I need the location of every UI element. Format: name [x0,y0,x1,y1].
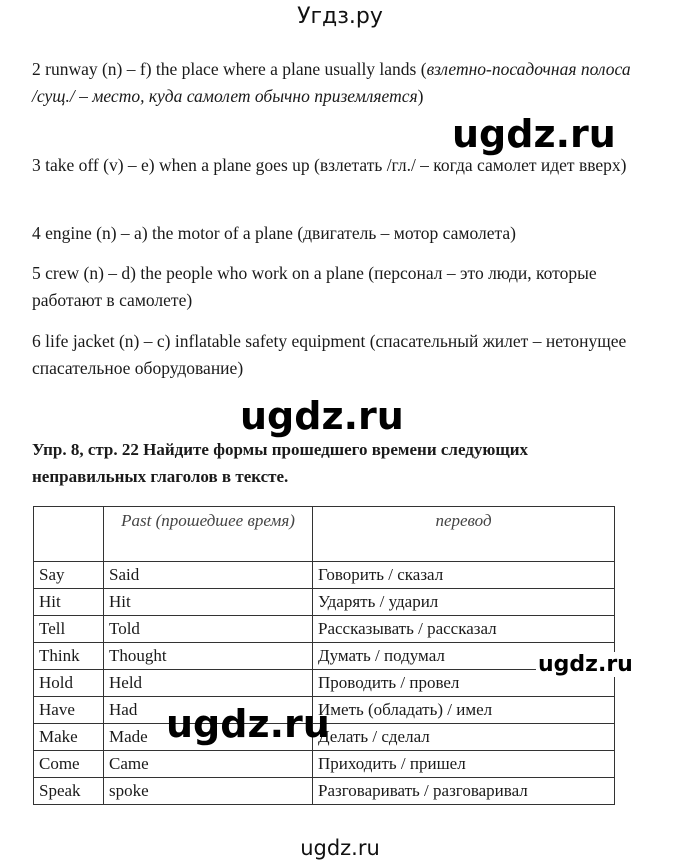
header-cell-translation: перевод [313,507,615,562]
cell-verb: Speak [34,778,104,805]
table-row [34,616,615,643]
table-row [34,670,615,697]
table-header-row [34,507,615,562]
watermark-logo: ugdz.ru [166,702,330,746]
paragraph-italic-translation: взлетно-посадочная полоса /сущ./ – место, куда самолет обычно приземляется [32,59,631,106]
cell-past: Had [104,697,313,724]
paragraph-take-off: 3 take off (v) – e) when a plane goes up (взлетать /гл./ – когда самолет идет вверх) [32,155,627,175]
cell-verb: Have [34,697,104,724]
watermark-logo-small: ugdz.ru [538,652,633,677]
cell-translation: Проводить / провел [313,670,615,697]
cell-past: spoke [104,778,313,805]
table-row [34,778,615,805]
cell-verb: Hold [34,670,104,697]
paragraph-crew: 5 crew (n) – d) the people who work on a plane (персонал – это люди, которые работают в самолете) [32,263,597,310]
table-row [34,643,615,670]
site-footer: ugdz.ru [300,836,380,860]
cell-verb: Come [34,751,104,778]
cell-past: Held [104,670,313,697]
header-cell-verb [34,507,104,562]
cell-translation: Разговаривать / разговаривал [313,778,615,805]
cell-past: Came [104,751,313,778]
paragraph-tail: ) [417,86,424,106]
cell-past: Thought [104,643,313,670]
paragraph-text: 2 runway (n) – f) the place where a plane usually lands ( [32,59,427,79]
cell-verb: Hit [34,589,104,616]
site-header: Угдз.ру [297,4,383,29]
paragraph-life-jacket: 6 life jacket (n) – c) inflatable safety equipment (спасательный жилет – нетонущее спасательное оборудование) [32,331,627,378]
table-row [34,589,615,616]
cell-translation: Рассказывать / рассказал [313,616,615,643]
header-cell-past: Past (прошедшее время) [104,507,313,562]
watermark-logo: ugdz.ru [452,112,616,156]
cell-translation: Делать / сделал [313,724,615,751]
cell-verb: Say [34,562,104,589]
paragraph-runway [32,56,632,110]
cell-translation: Ударять / ударил [313,589,615,616]
cell-verb: Make [34,724,104,751]
cell-verb: Think [34,643,104,670]
cell-past: Hit [104,589,313,616]
paragraph-engine: 4 engine (n) – a) the motor of a plane (двигатель – мотор самолета) [32,223,516,243]
exercise-title: Упр. 8, стр. 22 Найдите формы прошедшего времени следующих неправильных глаголов в тексте. [32,440,529,486]
cell-translation: Думать / подумал [313,643,615,670]
cell-verb: Tell [34,616,104,643]
cell-past: Told [104,616,313,643]
table-row [34,751,615,778]
cell-translation: Говорить / сказал [313,562,615,589]
cell-past: Said [104,562,313,589]
verbs-table [33,506,615,805]
watermark-logo: ugdz.ru [240,394,404,438]
cell-translation: Приходить / пришел [313,751,615,778]
cell-translation: Иметь (обладать) / имел [313,697,615,724]
table-row [34,562,615,589]
cell-past: Made [104,724,313,751]
